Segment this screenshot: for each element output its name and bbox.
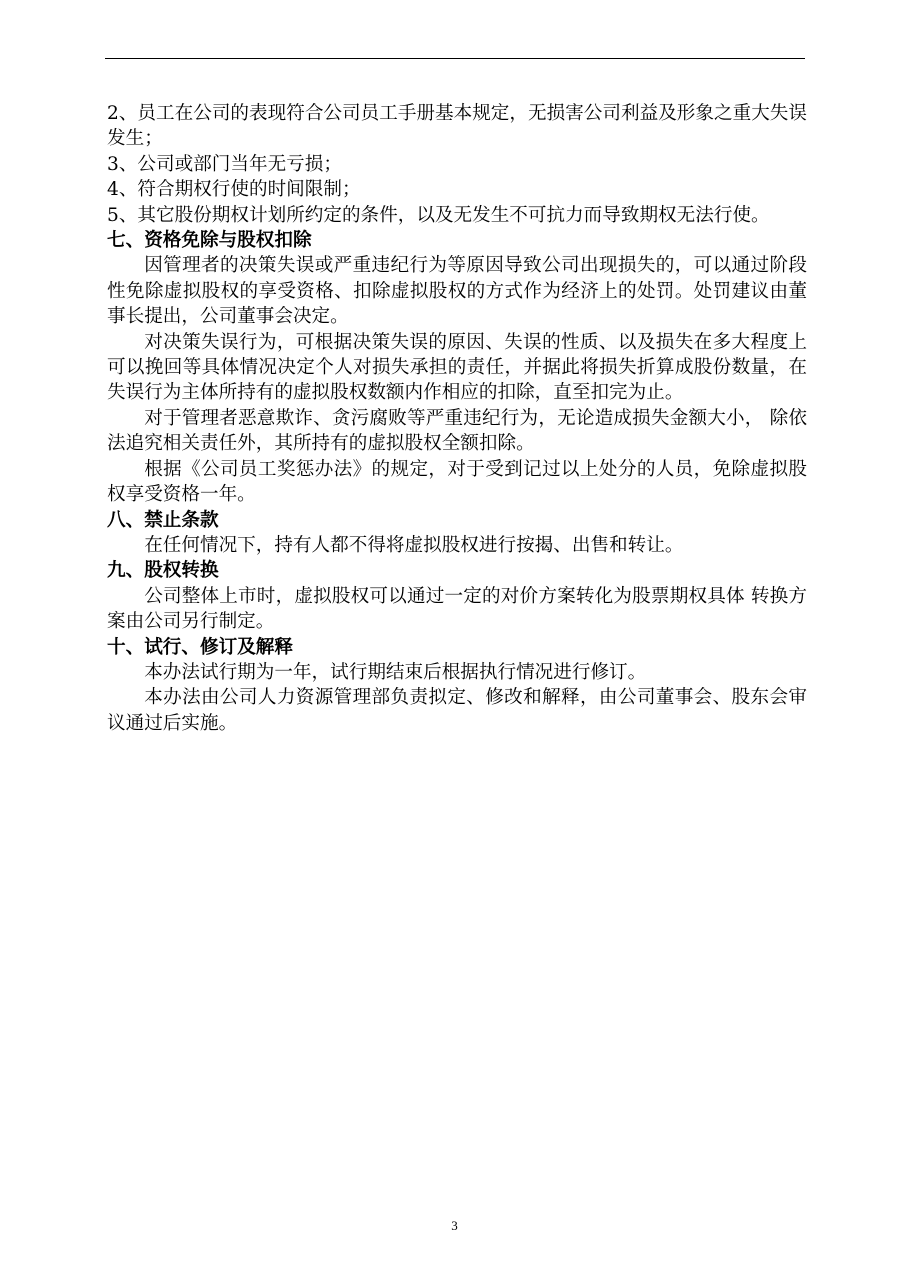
paragraph: 对决策失误行为，可根据决策失误的原因、失误的性质、以及损失在多大程度上可以挽回等具体情况决定个人对损失承担的责任，并据此将损失折算成股份数量，在失误行为主体所持有的虚拟股权数额内作相应的扣除，直至扣完为止。 xyxy=(107,331,807,404)
document-body xyxy=(107,101,807,736)
section-heading-qualification: 七、资格免除与股权扣除 xyxy=(107,230,312,252)
paragraph: 根据《公司员工奖惩办法》的规定，对于受到记过以上处分的人员，免除虚拟股权享受资格一年。 xyxy=(107,458,807,506)
list-item: 4、符合期权行使的时间限制； xyxy=(107,179,361,201)
header-rule xyxy=(105,58,805,59)
page-number: 3 xyxy=(451,1218,458,1233)
list-item: 5、其它股份期权计划所约定的条件，以及无发生不可抗力而导致期权无法行使。 xyxy=(107,204,770,226)
section-heading-prohibition: 八、禁止条款 xyxy=(107,509,219,531)
list-item: 3、公司或部门当年无亏损； xyxy=(107,153,342,175)
section-heading-trial: 十、试行、修订及解释 xyxy=(107,636,293,658)
paragraph: 本办法由公司人力资源管理部负责拟定、修改和解释，由公司董事会、股东会审议通过后实施。 xyxy=(107,687,807,734)
paragraph: 在任何情况下，持有人都不得将虚拟股权进行按揭、出售和转让。 xyxy=(144,534,684,556)
paragraph: 因管理者的决策失误或严重违纪行为等原因导致公司出现损失的，可以通过阶段性免除虚拟股权的享受资格、扣除虚拟股权的方式作为经济上的处罚。处罚建议由董事长提出，公司董事会决定。 xyxy=(107,255,807,328)
section-heading-conversion: 九、股权转换 xyxy=(107,560,219,582)
paragraph: 对于管理者恶意欺诈、贪污腐败等严重违纪行为，无论造成损失金额大小， 除依法追究相关责任外，其所持有的虚拟股权全额扣除。 xyxy=(107,407,807,455)
list-item: 2、员工在公司的表现符合公司员工手册基本规定，无损害公司利益及形象之重大失误发生； xyxy=(107,103,807,150)
paragraph: 公司整体上市时，虚拟股权可以通过一定的对价方案转化为股票期权具体 转换方案由公司另行制定。 xyxy=(107,585,807,633)
paragraph: 本办法试行期为一年，试行期结束后根据执行情况进行修订。 xyxy=(144,661,647,683)
